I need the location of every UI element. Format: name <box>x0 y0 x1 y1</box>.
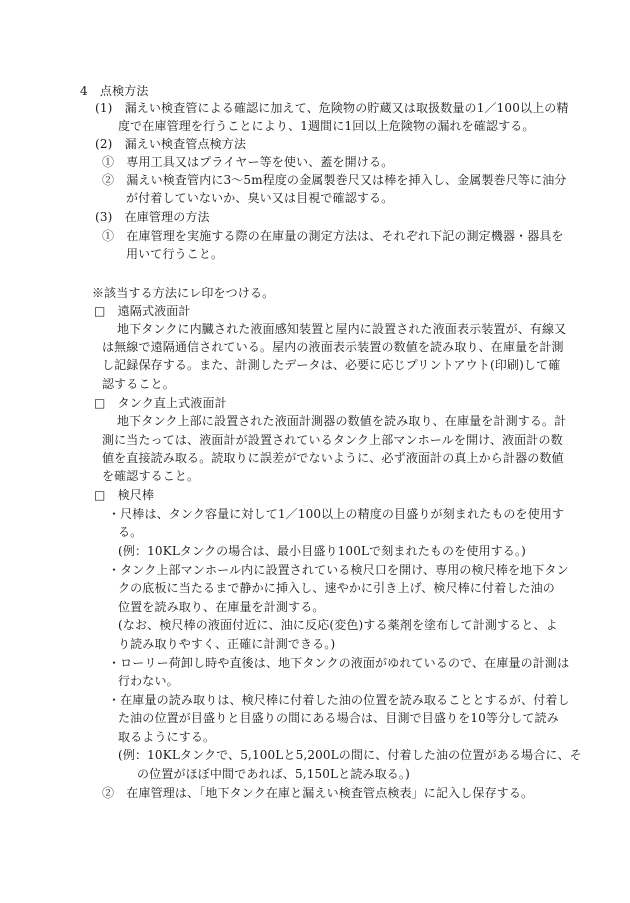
example-line: (例：10KLタンクの場合は、最小目盛り100Lで刻まれたものを使用する。) <box>118 544 526 558</box>
text-line: 地下タンク上部に設置された液面計測器の数値を読み取り、在庫量を計測する。計 <box>117 414 567 428</box>
text-line: 測に当たっては、液面計が設置されているタンク上部マンホールを開け、液面計の数 <box>102 433 563 447</box>
bullet-line: ・尺棒は、タンク容量に対して1／100以上の精度の目盛りが刻まれたものを使用す <box>108 507 565 521</box>
bullet-line: ・在庫量の読み取りは、検尺棒に付着した油の位置を読み取ることとするが、付着し <box>108 693 570 707</box>
text-line: た油の位置が目盛りと目盛りの間にある場合は、目測で目盛りを10等分して読み <box>118 711 559 725</box>
text-line: (1) 漏えい検査管による確認に加えて、危険物の貯蔵又は取扱数量の1／100以上の精 <box>95 101 569 115</box>
text-line: の位置がほぼ中間であれば、5,150Lと読み取る。) <box>137 767 410 781</box>
text-line: 位置を読み取り、在庫量を計測する。 <box>118 600 325 614</box>
text-line: ① 専用工具又はプライヤー等を使い、蓋を開ける。 <box>102 155 394 169</box>
text-line: 行わない。 <box>118 674 179 688</box>
checkbox-option[interactable]: □ 検尺棒 <box>94 488 155 502</box>
example-line: (例：10KLタンクで、5,100Lと5,200Lの間に、付着した油の位置がある場合に、そ <box>118 748 582 762</box>
checkbox-option[interactable]: □ 遠隔式液面計 <box>94 304 191 318</box>
text-line: 取るようにする。 <box>118 730 216 744</box>
text-line: し記録保存する。また、計測したデータは、必要に応じプリントアウト(印刷)して確 <box>102 358 561 372</box>
text-line: 用いて行うこと。 <box>126 247 224 261</box>
section-heading: 4 点検方法 <box>80 84 149 98</box>
text-line: が付着していないか、臭い又は目視で確認する。 <box>126 191 394 205</box>
checkbox-option[interactable]: □ タンク直上式液面計 <box>94 396 227 410</box>
text-line: を確認すること。 <box>102 469 200 483</box>
text-line: ② 在庫管理は、「地下タンク在庫と漏えい検査管点検表」に記入し保存する。 <box>102 786 534 800</box>
text-line: 地下タンクに内臓された液面感知装置と屋内に設置された液面表示装置が、有線又 <box>117 322 567 336</box>
note-line: ※該当する方法にレ印をつける。 <box>92 286 275 300</box>
text-line: 度で在庫管理を行うことにより、1週間に1回以上危険物の漏れを確認する。 <box>118 119 535 133</box>
subsection-heading: (2) 漏えい検査管点検方法 <box>95 137 247 151</box>
subsection-heading: (3) 在庫管理の方法 <box>95 210 210 224</box>
note-line: (なお、検尺棒の液面付近に、油に反応(変色)する薬剤を塗布して計測すると、よ <box>118 618 558 632</box>
text-line: 認すること。 <box>102 377 175 391</box>
text-line: ② 漏えい検査管内に3～5m程度の金属製巻尺又は棒を挿入し、金属製巻尺等に油分 <box>102 173 567 187</box>
bullet-line: ・タンク上部マンホール内に設置されている検尺口を開け、専用の検尺棒を地下タン <box>108 563 569 577</box>
text-line: は無線で遠隔通信されている。屋内の液面表示装置の数値を読み取り、在庫量を計測 <box>102 340 564 354</box>
text-line: クの底板に当たるまで静かに挿入し、速やかに引き上げ、検尺棒に付着した油の <box>118 581 555 595</box>
text-line: ① 在庫管理を実施する際の在庫量の測定方法は、それぞれ下記の測定機器・器具を <box>102 229 564 243</box>
text-line: 値を直接読み取る。読取りに誤差がでないように、必ず液面計の真上から計器の数値 <box>102 451 564 465</box>
bullet-line: ・ローリー荷卸し時や直後は、地下タンクの液面がゆれているので、在庫量の計測は <box>108 656 570 670</box>
text-line: る。 <box>118 525 143 539</box>
text-line: り読み取りやすく、正確に計測できる。) <box>118 637 336 651</box>
